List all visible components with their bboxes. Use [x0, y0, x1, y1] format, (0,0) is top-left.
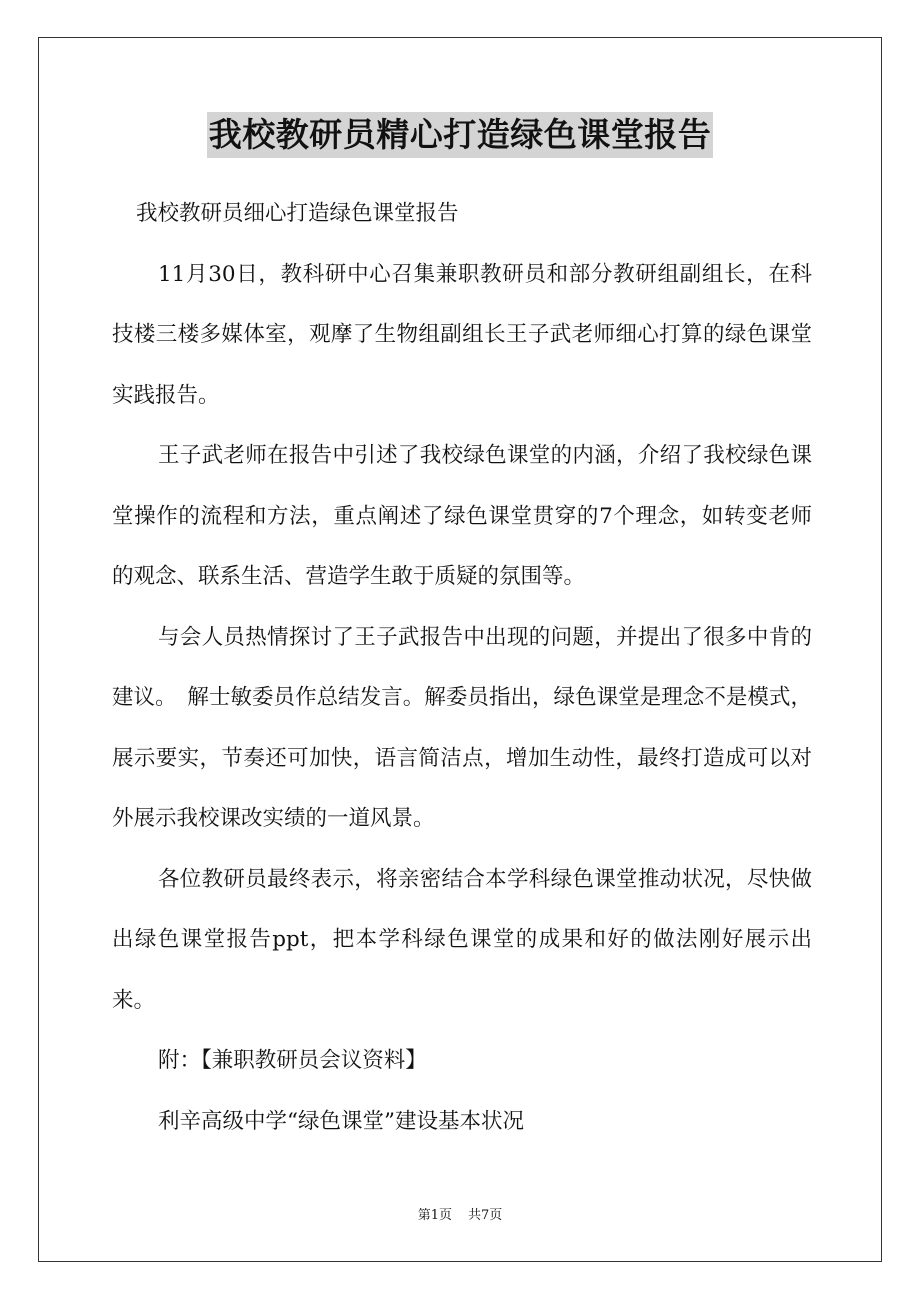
title-container — [0, 112, 920, 158]
paragraph-3: 与会人员热情探讨了王子武报告中出现的问题，并提出了很多中肯的建议。 解士敏委员作总结发言。解委员指出，绿色课堂是理念不是模式，展示要实，节奏还可加快，语言简洁点，增加生动性，最终打造成可以对外展示我校课改实绩的一道风景。 — [112, 624, 812, 831]
page-number: 第1页 — [417, 1208, 452, 1223]
attachment-line: 附：【兼职教研员会议资料】 — [158, 1048, 427, 1073]
document-title: 我校教研员精心打造绿色课堂报告 — [207, 112, 714, 158]
paragraph-2: 王子武老师在报告中引述了我校绿色课堂的内涵，介绍了我校绿色课堂操作的流程和方法，重点阐述了绿色课堂贯穿的7个理念，如转变老师的观念、联系生活、营造学生敢于质疑的氛围等。 — [112, 443, 812, 589]
paragraph-1: 11月30日，教科研中心召集兼职教研员和部分教研组副组长，在科技楼三楼多媒体室，观摩了生物组副组长王子武老师细心打算的绿色课堂实践报告。 — [112, 261, 812, 408]
attachment-title: 利辛高级中学“绿色课堂”建设基本状况 — [158, 1108, 524, 1134]
paragraph-4: 各位教研员最终表示，将亲密结合本学科绿色课堂推动状况，尽快做出绿色课堂报告ppt，把本学科绿色课堂的成果和好的做法刚好展示出来。 — [112, 866, 812, 1013]
document-subtitle: 我校教研员细心打造绿色课堂报告 — [136, 201, 459, 226]
page-total: 共7页 — [468, 1208, 503, 1223]
document-body — [112, 184, 812, 1152]
page-footer — [0, 1206, 920, 1226]
